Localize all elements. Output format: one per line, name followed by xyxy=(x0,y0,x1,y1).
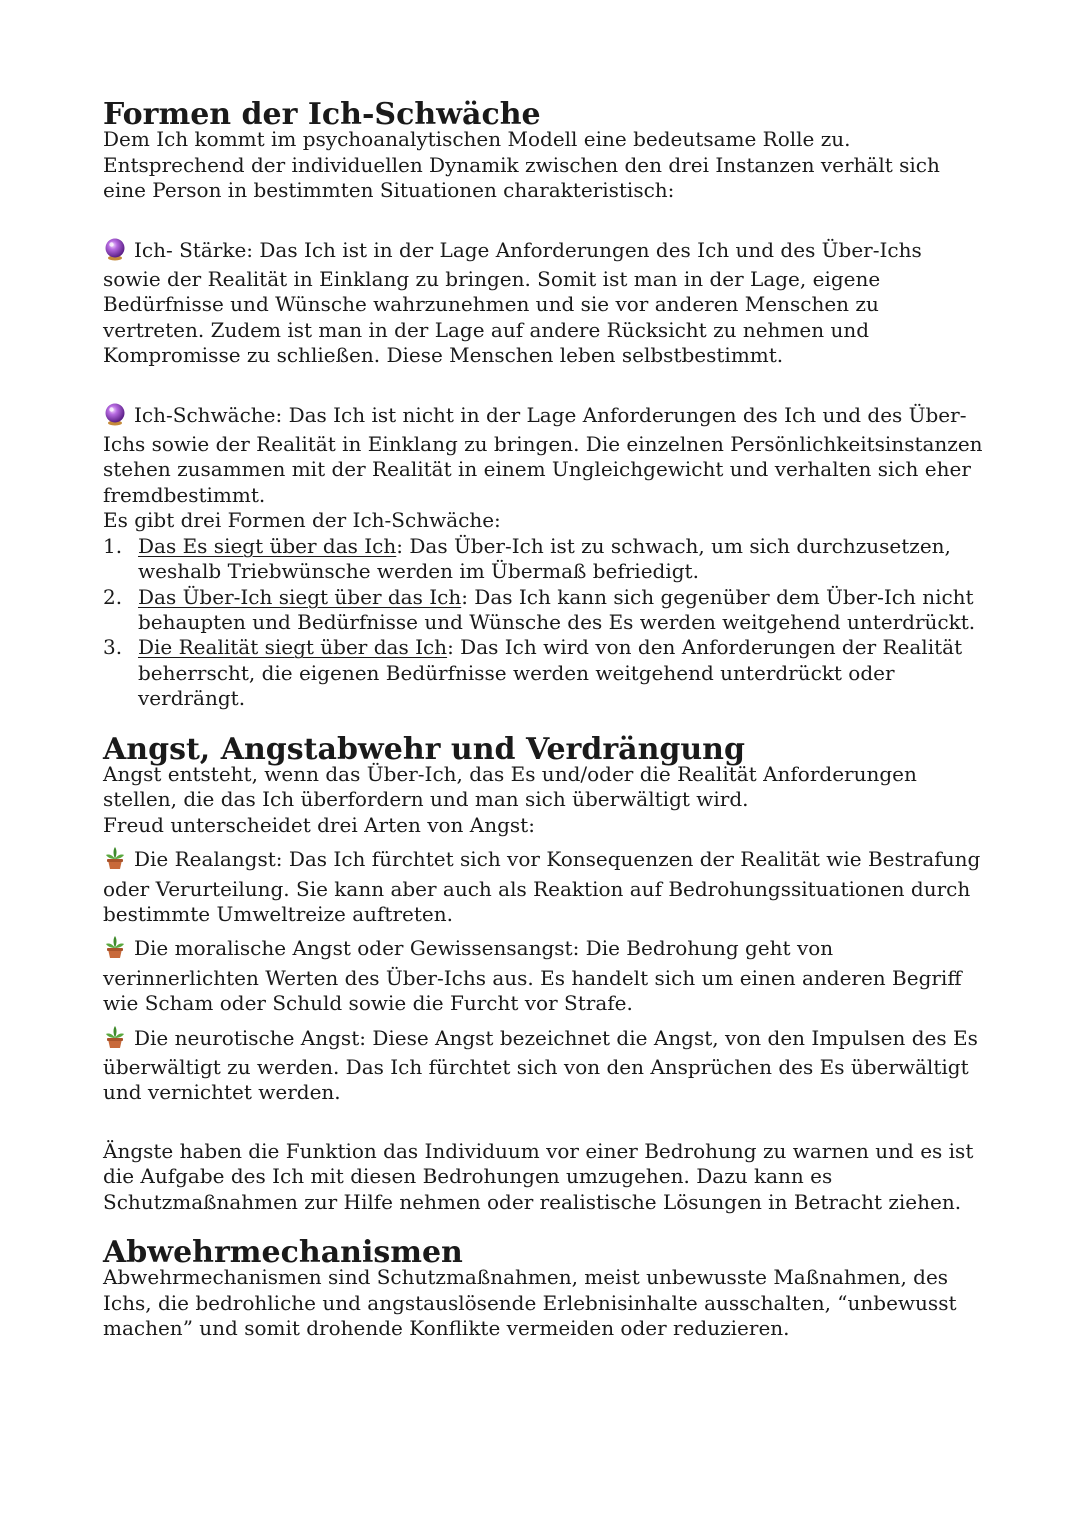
neurotische-angst-paragraph xyxy=(103,1025,983,1106)
ich-schwaeche-paragraph xyxy=(103,402,983,509)
angst-intro: Angst entsteht, wenn das Über-Ich, das Es und/oder die Realität Anforderungen stellen, die das Ich überfordern und man sich überwältigt wird. xyxy=(103,761,917,812)
angst-types-intro: Freud unterscheidet drei Arten von Angst: xyxy=(103,812,535,837)
form-title: Die Realität siegt über das Ich xyxy=(138,635,448,660)
list-number: 3. xyxy=(103,635,123,660)
intro-paragraph: Dem Ich kommt im psychoanalytischen Modell eine bedeutsame Rolle zu. Entsprechend der individuellen Dynamik zwischen den drei Instanzen verhält sich eine Person in bestimmten Situationen charakteristisch: xyxy=(103,127,940,203)
form-title: Das Über-Ich siegt über das Ich xyxy=(138,584,462,609)
neurotische-angst-text: Die neurotische Angst: Diese Angst bezeichnet die Angst, von den Impulsen des Es überwältigt zu werden. Das Ich fürchtet sich von den Ansprüchen des Es überwältigt und vernichtet werden. xyxy=(103,1025,978,1105)
heading-abwehrmechanismen: Abwehrmechanismen xyxy=(103,1235,463,1271)
realangst-text: Die Realangst: Das Ich fürchtet sich vor Konsequenzen der Realität wie Bestrafung oder Verurteilung. Sie kann aber auch als Reaktion auf Bedrohungssituationen durch bestimmte Umweltreize auftreten. xyxy=(103,847,981,926)
form-title: Das Es siegt über das Ich xyxy=(138,533,397,558)
forms-list xyxy=(103,534,983,712)
ich-staerke-text: Ich- Stärke: Das Ich ist in der Lage Anforderungen des Ich und des Über-Ichs sowie der Realität in Einklang zu bringen. Somit ist man in der Lage, eigene Bedürfnisse und Wünsche wahrzunehmen und sie vor anderen Menschen zu vertreten. Zudem ist man in der Lage auf andere Rücksicht zu nehmen und Kompromisse zu schließen. Diese Menschen leben selbstbestimmt. xyxy=(103,237,922,368)
list-item xyxy=(103,534,983,585)
list-item xyxy=(103,635,983,711)
moralische-angst-paragraph xyxy=(103,935,983,1016)
heading-angst: Angst, Angstabwehr und Verdrängung xyxy=(103,731,745,767)
crystal-ball-icon xyxy=(103,402,127,432)
list-item xyxy=(103,585,983,636)
potted-plant-icon xyxy=(103,846,127,876)
angst-function-paragraph: Ängste haben die Funktion das Individuum vor einer Bedrohung zu warnen und es ist die Aufgabe des Ich mit diesen Bedrohungen umzugehen. Dazu kann es Schutzmaßnahmen zur Hilfe nehmen oder realistische Lösungen in Betracht ziehen. xyxy=(103,1138,974,1214)
abwehr-paragraph: Abwehrmechanismen sind Schutzmaßnahmen, meist unbewusste Maßnahmen, des Ichs, die bedrohliche und angstauslösende Erlebnisinhalte ausschalten, “unbewusst machen” und somit drohende Konflikte vermeiden oder reduzieren. xyxy=(103,1265,957,1341)
form-text: : Das Über-Ich ist zu schwach, um sich durchzusetzen, weshalb Triebwünsche werden im Übermaß befriedigt. xyxy=(138,533,951,584)
form-text: : Das Ich kann sich gegenüber dem Über-Ich nicht behaupten und Bedürfnisse und Wünsche des Es werden weitgehend unterdrückt. xyxy=(138,584,976,634)
realangst-paragraph xyxy=(103,846,983,927)
crystal-ball-icon xyxy=(103,237,127,267)
forms-intro: Es gibt drei Formen der Ich-Schwäche: xyxy=(103,508,501,533)
document-page xyxy=(103,97,983,1342)
list-number: 2. xyxy=(103,584,123,609)
moralische-angst-text: Die moralische Angst oder Gewissensangst: Die Bedrohung geht von verinnerlichten Werten des Über-Ichs aus. Es handelt sich um einen anderen Begriff wie Scham oder Schuld sowie die Furcht vor Strafe. xyxy=(103,936,962,1016)
ich-schwaeche-text: Ich-Schwäche: Das Ich ist nicht in der Lage Anforderungen des Ich und des Über-Ichs sowie der Realität in Einklang zu bringen. Die einzelnen Persönlichkeitsinstanzen stehen zusammen mit der Realität in einem Ungleichgewicht und verhalten sich eher fremdbestimmt. xyxy=(103,402,983,507)
ich-staerke-paragraph xyxy=(103,237,983,369)
list-number: 1. xyxy=(103,533,123,558)
form-text: : Das Ich wird von den Anforderungen der Realität beherrscht, die eigenen Bedürfnisse werden weitgehend unterdrückt oder verdrängt. xyxy=(138,635,963,711)
heading-ich-schwaeche: Formen der Ich-Schwäche xyxy=(103,97,541,132)
potted-plant-icon xyxy=(103,935,127,965)
potted-plant-icon xyxy=(103,1025,127,1055)
